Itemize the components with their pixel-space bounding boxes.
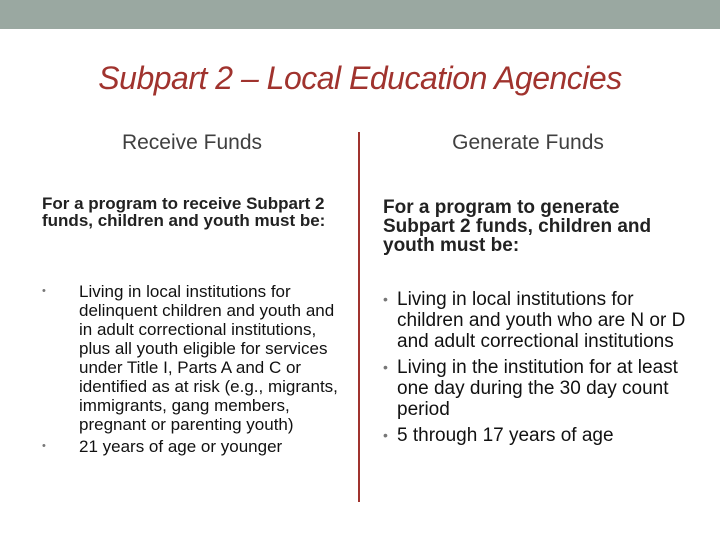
receive-funds-heading: Receive Funds [121, 131, 263, 154]
list-item [383, 357, 693, 420]
receive-funds-list [42, 282, 342, 459]
column-divider [358, 132, 360, 502]
bullet-icon: • [383, 359, 388, 375]
bullet-icon: • [383, 427, 388, 443]
receive-funds-intro: For a program to receive Subpart 2 funds, children and youth must be: [42, 194, 326, 230]
list-item-text: 21 years of age or younger [79, 437, 283, 456]
generate-funds-intro: For a program to generate Subpart 2 funds, children and youth must be: [383, 197, 652, 256]
list-item-text: Living in local institutions for children and youth who are N or D and adult correctional institutions [397, 289, 686, 352]
list-item [42, 282, 342, 434]
list-item [383, 289, 693, 352]
slide-title: Subpart 2 – Local Education Agencies [98, 60, 622, 96]
top-bar [0, 0, 720, 29]
bullet-icon: • [383, 291, 388, 307]
list-item-text: Living in local institutions for delinquent children and youth and in adult correctional institutions, plus all youth eligible for services under Title I, Parts A and C or identified as at risk (e.g., migrants, immigrants, gang members, pregnant or parenting youth) [79, 282, 338, 434]
bullet-icon: • [42, 440, 46, 452]
list-item [42, 437, 342, 456]
generate-funds-heading: Generate Funds [452, 131, 604, 154]
list-item-text: Living in the institution for at least one day during the 30 day count period [397, 357, 678, 420]
list-item-text: 5 through 17 years of age [397, 425, 614, 446]
bullet-icon: • [42, 285, 46, 297]
generate-funds-list [383, 289, 693, 451]
list-item [383, 425, 693, 446]
